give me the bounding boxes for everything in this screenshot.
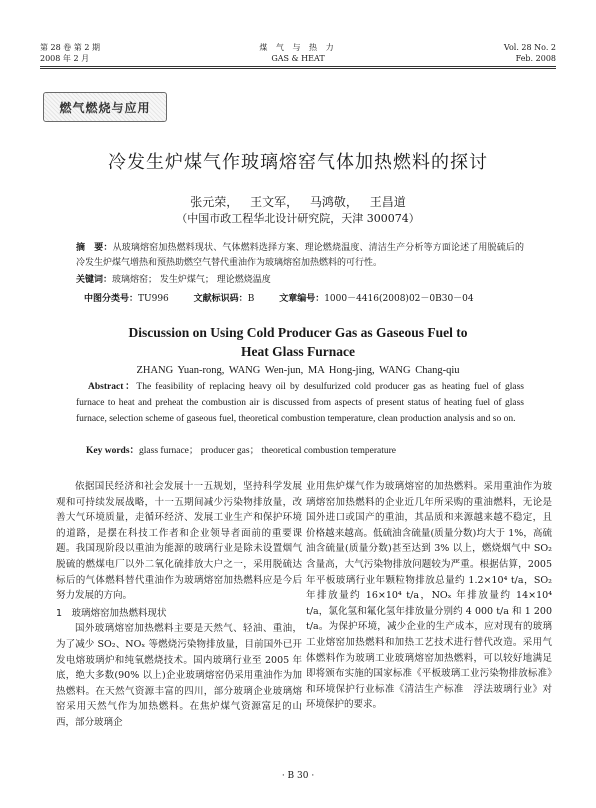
- body-column-right: [306, 479, 552, 713]
- body-column-left: [56, 479, 302, 731]
- article-no-value: 1000－4416(2008)02－0B30－04: [324, 294, 474, 304]
- article-title-en: [0, 323, 596, 361]
- issue-date-en: Feb. 2008: [515, 54, 556, 63]
- article-title-en-line1: Discussion on Using Cold Producer Gas as Gaseous Fuel to: [128, 325, 468, 340]
- issue-date: 2008 年 2 月: [40, 54, 90, 63]
- abstract-zh: [76, 241, 524, 271]
- article-title-zh: 冷发生炉煤气作玻璃熔窑气体加热燃料的探讨: [108, 152, 488, 173]
- authors-en: ZHANG Yuan-rong, WANG Wen-jun, MA Hong-jing, WANG Chang-qiu: [136, 365, 460, 376]
- journal-volume-info-en: [504, 42, 556, 64]
- section-banner: 燃气燃烧与应用: [43, 92, 167, 122]
- abstract-en: [76, 379, 524, 427]
- body-paragraph: 国外玻璃熔窑加热燃料主要是天然气、轻油、重油，为了减少 SO₂、NOₓ 等燃烧污染物排放量，目前国外已开发电熔玻璃炉和纯氧燃烧技术。国内玻璃行业至 2005 年底，绝大多数(90% 以上)企业玻璃熔窑仍采用重油作为加热燃料。在天然气资源丰富的四川，部分玻璃企业玻璃熔窑采用天然气作为加热燃料。在焦炉煤气资源富足的山西，部分玻璃企: [56, 623, 302, 728]
- article-no-label: 文章编号：: [279, 294, 325, 304]
- keywords-zh-text: 玻璃熔窑； 发生炉煤气； 理论燃烧温度: [112, 275, 271, 285]
- keywords-en-label: Key words：: [86, 446, 140, 456]
- journal-name-en: GAS & HEAT: [271, 54, 325, 63]
- keywords-en: [86, 442, 396, 456]
- affiliation-zh: （中国市政工程华北设计研究院，天津 300074）: [176, 212, 420, 225]
- page-number: · B 30 ·: [281, 771, 315, 781]
- authors-zh: 张元荣， 王文军， 马鸿敬， 王昌道: [190, 195, 406, 209]
- abstract-en-label: Abstract：: [88, 382, 137, 392]
- header-rule-top: [40, 66, 556, 67]
- journal-name-zh: 煤 气 与 热 力: [259, 43, 337, 52]
- volume-issue: 第 28 卷 第 2 期: [40, 43, 100, 52]
- header-rule-bottom: [40, 68, 556, 69]
- article-title-en-line2: Heat Glass Furnace: [241, 344, 355, 359]
- keywords-zh-label: 关键词：: [76, 275, 113, 285]
- cls-label: 中图分类号：: [84, 294, 139, 304]
- section-heading-1: 1 玻璃熔窑加热燃料现状: [56, 607, 167, 619]
- classification-line: [84, 291, 474, 304]
- doc-code-value: B: [247, 294, 255, 304]
- abstract-zh-label: 摘 要：: [76, 243, 113, 253]
- body-paragraph: 依据国民经济和社会发展十一五规划，坚持科学发展观和可持续发展战略，十一五期间减少污染物排放量，改善大气环境质量，走循环经济、发展工业生产和保护环境的道路，是摆在科技工作者和企业领导者面前的重要课题。我国现阶段以重油为能源的玻璃行业是除未设置烟气脱硫的燃煤电厂以外二氧化硫排放大户之一，采用脱硫达标后的气体燃料替代重油作为玻璃熔窑加热燃料应是今后努力发展的方向。: [56, 481, 302, 602]
- doc-code-label: 文献标识码：: [193, 294, 248, 304]
- abstract-en-text: The feasibility of replacing heavy oil by desulfurized cold producer gas as heating fuel of glass furnace to heat and preheat the combustion air is discussed from aspects of present status of heating fuel of glass furnace, selection scheme of gaseous fuel, theoretical combustion temperature, clean production analysis and so on.: [76, 382, 524, 424]
- volume-issue-en: Vol. 28 No. 2: [503, 43, 556, 52]
- cls-value: TU996: [138, 294, 169, 304]
- body-paragraph: 业用焦炉煤气作为玻璃熔窑的加热燃料。采用重油作为玻璃熔窑加热燃料的企业近几年所采购的重油燃料，无论是国外进口或国产的重油，其品质和来源越来越不稳定，且价格越来越高。低硫油含硫量(质量分数)均大于 1%，高硫油含硫量(质量分数)甚至达到 3% 以上，燃烧烟气中 SO₂ 含量高，大气污染物排放问题较为严重。根据估算，2005 年平板玻璃行业年颗粒物排放总量约 1.2×10⁴ t/a，SO₂ 年排放量约 16×10⁴ t/a，NOₓ 年排放量约 14×10⁴ t/a，氯化氢和氟化氢年排放量分别约 4 000 t/a 和 1 200 t/a。为保护环境，减少企业的生产成本，应对现有的玻璃工业熔窑加热燃料和加热工艺技术进行替代改造。采用气体燃料作为玻璃工业玻璃熔窑加热燃料，可以较好地满足即将颁布实施的国家标准《平板玻璃工业污染物排放标准》和环境保护行业标准《清洁生产标准 浮法玻璃行业》对环境保护的要求。: [306, 481, 552, 711]
- abstract-zh-text: 从玻璃熔窑加热燃料现状、气体燃料选择方案、理论燃烧温度、清洁生产分析等方面论述了用脱硫后的冷发生炉煤气增热和预热助燃空气替代重油作为玻璃熔窑加热燃料的可行性。: [76, 243, 524, 268]
- keywords-zh: [76, 272, 271, 285]
- keywords-en-text: glass furnace； producer gas； theoretical combustion temperature: [139, 446, 396, 456]
